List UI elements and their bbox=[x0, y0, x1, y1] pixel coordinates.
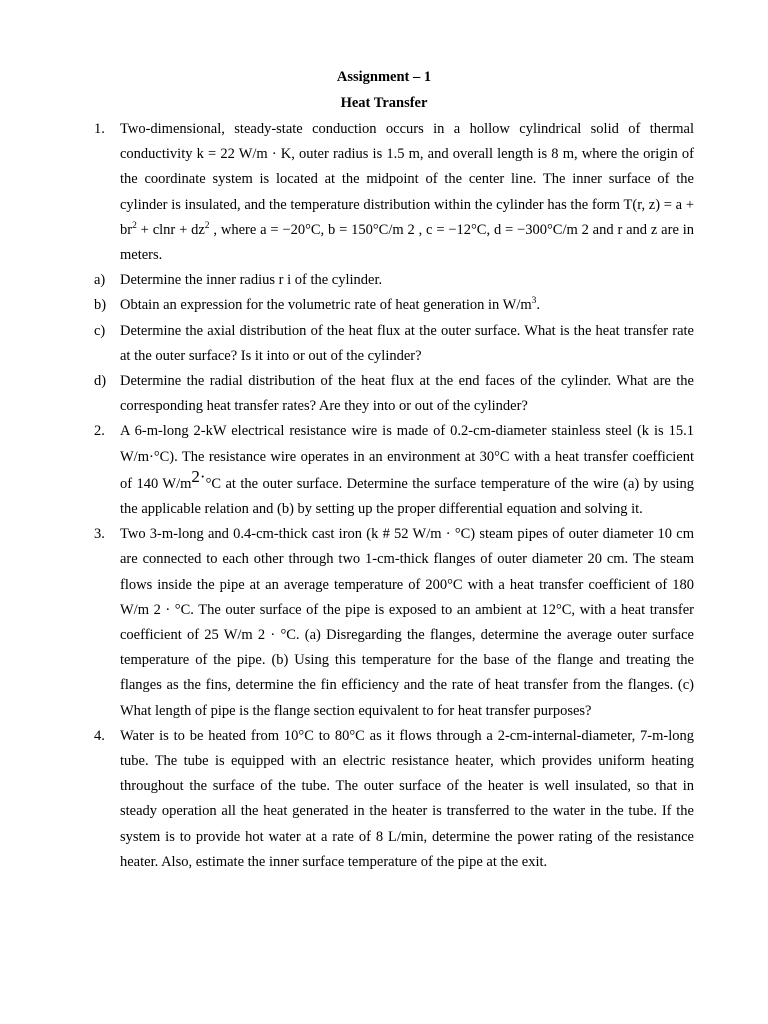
superscript: 2· bbox=[191, 466, 206, 486]
superscript: 2 bbox=[132, 220, 137, 231]
question-marker: 4. bbox=[94, 727, 105, 744]
question-marker: b) bbox=[94, 297, 107, 314]
question-text: Determine the axial distribution of the heat flux at the outer surface. What is the heat transfer rate at the outer surface? Is it into or out of the cylinder? bbox=[120, 322, 694, 364]
question-1d bbox=[94, 369, 694, 419]
question-text: Determine the radial distribution of the heat flux at the end faces of the cylinder. What are the corresponding heat transfer rates? Are they into or out of the cylinder? bbox=[120, 373, 694, 415]
superscript: 2 bbox=[204, 220, 210, 231]
question-text: , where a = −20°C, b = 150°C/m 2 , c = −12°C, d = −300°C/m 2 and r and z are in meters. bbox=[120, 221, 694, 264]
question-text: Two 3-m-long and 0.4-cm-thick cast iron (k # 52 W/m · °C) steam pipes of outer diameter 10 cm are connected to each other through two 1-cm-thick flanges of outer diameter 20 cm. The steam flows inside the pipe at an average temperature of 200°C with a heat transfer coefficient of 180 W/m 2 · °C. The outer surface of the pipe is exposed to an ambient at 12°C, with a heat transfer coefficient of 25 W/m 2 · °C. (a) Disregarding the flanges, determine the average outer surface temperature of the pipe. (b) Using this temperature for the base of the flange and treating the flanges as the fins, determine the fin efficiency and the rate of heat transfer from the flanges. (c) What length of pipe is the flange section equivalent to for heat transfer purposes? bbox=[120, 526, 694, 719]
question-list bbox=[94, 117, 694, 875]
question-text: °C at the outer surface. Determine the surface temperature of the wire (a) by using the applicable relation and (b) by setting up the proper differential equation and solving it. bbox=[120, 475, 694, 518]
question-marker: 2. bbox=[94, 423, 105, 440]
question-1c bbox=[94, 319, 694, 369]
question-marker: 3. bbox=[94, 526, 105, 543]
course-subtitle: Heat Transfer bbox=[340, 95, 428, 111]
superscript: 3 bbox=[531, 296, 537, 307]
question-3 bbox=[94, 522, 694, 724]
question-1a bbox=[94, 268, 694, 293]
question-1 bbox=[94, 117, 694, 268]
question-text: + clnr + dz bbox=[136, 221, 205, 238]
question-marker: c) bbox=[94, 322, 106, 339]
question-4 bbox=[94, 724, 694, 875]
question-text: Water is to be heated from 10°C to 80°C as it flows through a 2-cm-internal-diameter, 7-m-long tube. The tube is equipped with an electric resistance heater, which provides uniform heating throughout the surface of the tube. The outer surface of the heater is well insulated, so that in steady operation all the heat generated in the heater is transferred to the water in the tube. If the system is to provide hot water at a rate of 8 L/min, determine the power rating of the resistance heater. Also, estimate the inner surface temperature of the pipe at the exit. bbox=[120, 727, 694, 870]
question-2 bbox=[94, 419, 694, 522]
question-text: . bbox=[536, 297, 541, 314]
assignment-title: Assignment – 1 bbox=[336, 69, 432, 85]
question-marker: 1. bbox=[94, 121, 105, 137]
question-text: A 6-m-long 2-kW electrical resistance wire is made of 0.2-cm-diameter stainless steel (k is 15.1 W/m·°C). The resistance wire operates in an environment at 30°C with a heat transfer coefficient of 140 W/m bbox=[120, 423, 694, 492]
question-marker: d) bbox=[94, 373, 107, 390]
question-1b bbox=[94, 293, 694, 318]
question-text: Determine the inner radius r i of the cylinder. bbox=[120, 272, 383, 289]
question-text: Two-dimensional, steady-state conduction occurs in a hollow cylindrical solid of thermal conductivity k = 22 W/m · K, outer radius is 1.5 m, and overall length is 8 m, where the origin of the coordinate system is located at the midpoint of the center line. The inner surface of the cylinder is insulated, and the temperature distribution within the cylinder has the form T(r, z) = a + br bbox=[120, 121, 694, 238]
question-text: Obtain an expression for the volumetric rate of heat generation in W/m bbox=[120, 297, 532, 314]
question-marker: a) bbox=[94, 272, 106, 289]
